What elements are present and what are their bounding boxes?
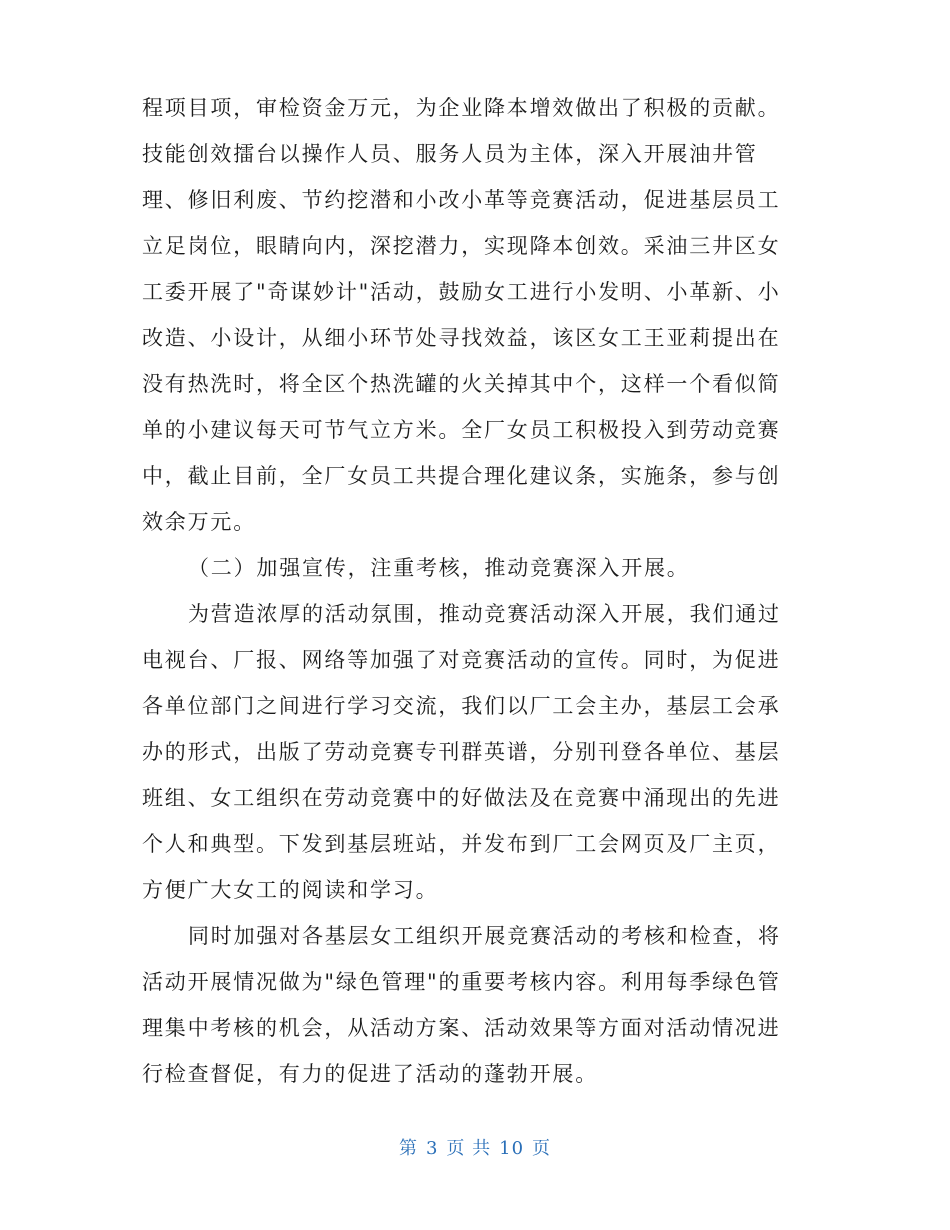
paragraph-line: 理集中考核的机会，从活动方案、活动效果等方面对活动情况进 [142,1016,781,1040]
paragraph-line: 技能创效擂台以操作人员、服务人员为主体，深入开展油井管 [142,142,758,166]
footer-middle: 页 共 [446,1138,492,1159]
paragraph-line: 工委开展了"奇谋妙计"活动，鼓励女工进行小发明、小革新、小 [142,280,781,304]
page-footer [0,1134,950,1160]
footer-prefix: 第 [398,1138,418,1159]
paragraph-line: 效余万元。 [142,510,256,534]
paragraph-line: 改造、小设计，从细小环节处寻找效益，该区女工王亚莉提出在 [142,326,781,350]
paragraph-line: 方便广大女工的阅读和学习。 [142,878,439,902]
paragraph-line: 行检查督促，有力的促进了活动的蓬勃开展。 [142,1062,598,1086]
current-page-number: 3 [425,1138,439,1159]
total-page-count: 10 [499,1138,525,1159]
paragraph-line: 班组、女工组织在劳动竞赛中的好做法及在竞赛中涌现出的先进 [142,786,781,810]
paragraph-line: 中，截止目前，全厂女员工共提合理化建议条，实施条，参与创 [142,464,781,488]
paragraph-line: 活动开展情况做为"绿色管理"的重要考核内容。利用每季绿色管 [142,970,781,994]
paragraph-line: 理、修旧利废、节约挖潜和小改小革等竞赛活动，促进基层员工 [142,188,781,212]
paragraph-line: 办的形式，出版了劳动竞赛专刊群英谱，分别刊登各单位、基层 [142,740,781,764]
paragraph-line: 立足岗位，眼睛向内，深挖潜力，实现降本创效。采油三井区女 [142,234,781,258]
footer-suffix: 页 [532,1138,552,1159]
paragraph-line: 单的小建议每天可节气立方米。全厂女员工积极投入到劳动竞赛 [142,418,781,442]
paragraph-line: 各单位部门之间进行学习交流，我们以厂工会主办，基层工会承 [142,694,781,718]
paragraph-line: 个人和典型。下发到基层班站，并发布到厂工会网页及厂主页， [142,832,781,856]
paragraph-line: 同时加强对各基层女工组织开展竞赛活动的考核和检查，将 [188,924,781,948]
section-heading: （二）加强宣传，注重考核，推动竞赛深入开展。 [188,556,690,580]
paragraph-line: 程项目项，审检资金万元，为企业降本增效做出了积极的贡献。 [142,96,781,120]
paragraph-line: 为营造浓厚的活动氛围，推动竞赛活动深入开展，我们通过 [188,602,781,626]
paragraph-line: 电视台、厂报、网络等加强了对竞赛活动的宣传。同时，为促进 [142,648,781,672]
paragraph-line: 没有热洗时，将全区个热洗罐的火关掉其中个，这样一个看似简 [142,372,781,396]
